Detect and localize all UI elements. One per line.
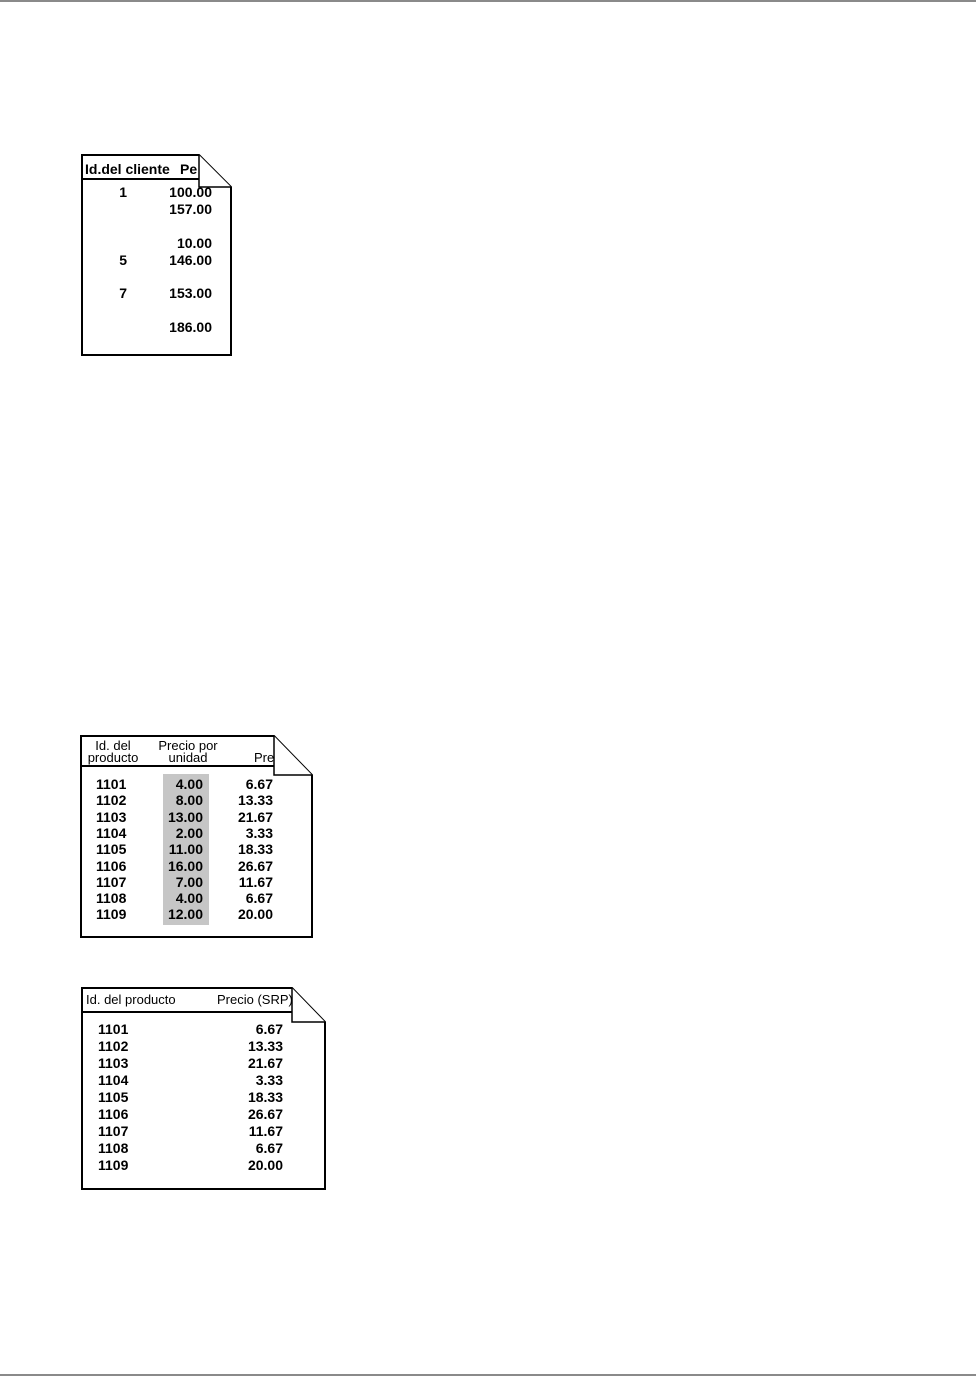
price-cell: 20.00 xyxy=(237,906,273,923)
srp-price-cell: 3.33 xyxy=(255,1072,283,1088)
header-price-truncated: Pre xyxy=(254,750,275,765)
product-id-cell: 1106 xyxy=(96,857,127,874)
srp-price-cell: 6.67 xyxy=(255,1021,283,1037)
unit-price-cell: 4.00 xyxy=(175,890,203,907)
header-srp-price: Precio (SRP) xyxy=(217,992,293,1007)
price-cell: 13.33 xyxy=(237,792,273,809)
product-id-cell: 1107 xyxy=(96,873,127,890)
product-id-cell: 1105 xyxy=(98,1089,129,1105)
unit-price-cell: 16.00 xyxy=(167,857,203,874)
srp-price-cell: 11.67 xyxy=(248,1123,283,1139)
product-id-cell: 1103 xyxy=(98,1055,129,1071)
bottom-rule xyxy=(0,1374,976,1376)
srp-price-cell: 21.67 xyxy=(247,1055,283,1071)
unit-price-cell: 13.00 xyxy=(167,808,203,825)
value-cell: 153.00 xyxy=(169,285,212,301)
srp-price-cell: 18.33 xyxy=(247,1089,283,1105)
price-cell: 21.67 xyxy=(237,808,273,825)
unit-price-cell: 11.00 xyxy=(168,841,203,858)
header-product-id: Id. del producto xyxy=(86,992,176,1007)
header-customer-id: Id.del cliente xyxy=(85,161,170,177)
product-id-cell: 1108 xyxy=(98,1140,129,1156)
customer-id-cell: 7 xyxy=(119,285,127,301)
product-id-cell: 1106 xyxy=(98,1106,129,1122)
value-cell: 157.00 xyxy=(169,201,212,217)
product-id-cell: 1109 xyxy=(98,1157,129,1173)
value-cell: 100.00 xyxy=(169,184,212,200)
product-id-cell: 1103 xyxy=(96,808,127,825)
product-id-cell: 1101 xyxy=(96,776,127,792)
product-id-cell: 1109 xyxy=(96,906,127,923)
product-id-cell: 1102 xyxy=(98,1038,129,1054)
unit-price-cell: 7.00 xyxy=(175,873,203,890)
product-id-cell: 1102 xyxy=(96,792,127,809)
customer-table-document xyxy=(81,154,233,356)
value-cell: 186.00 xyxy=(169,319,212,335)
srp-price-cell: 20.00 xyxy=(247,1157,283,1173)
price-cell: 3.33 xyxy=(245,824,273,841)
product-id-cell: 1104 xyxy=(98,1072,129,1088)
price-cell: 6.67 xyxy=(245,776,273,792)
product-id-cell: 1107 xyxy=(98,1123,129,1139)
customer-id-cell: 5 xyxy=(119,252,127,268)
price-cell: 26.67 xyxy=(237,857,273,874)
unit-price-cell: 2.00 xyxy=(175,824,203,841)
srp-price-cell: 6.67 xyxy=(255,1140,283,1156)
price-cell: 11.67 xyxy=(238,873,273,890)
unit-price-cell: 4.00 xyxy=(175,776,203,792)
product-id-cell: 1105 xyxy=(96,841,127,858)
price-cell: 6.67 xyxy=(245,890,273,907)
header-unit-price: Precio por unidad xyxy=(158,738,218,765)
top-rule xyxy=(0,0,976,2)
header-product-id: Id. del producto xyxy=(87,738,139,765)
srp-price-cell: 26.67 xyxy=(247,1106,283,1122)
product-id-cell: 1101 xyxy=(98,1021,129,1037)
price-cell: 18.33 xyxy=(237,841,273,858)
value-cell: 146.00 xyxy=(169,252,212,268)
header-truncated: Pe xyxy=(180,161,198,177)
unit-price-cell: 8.00 xyxy=(175,792,203,809)
srp-price-cell: 13.33 xyxy=(247,1038,283,1054)
value-cell: 10.00 xyxy=(176,235,212,251)
srp-table-document xyxy=(81,987,327,1190)
product-id-cell: 1104 xyxy=(96,824,127,841)
unit-price-cell: 12.00 xyxy=(167,906,203,923)
unit-price-table-document xyxy=(80,735,314,938)
product-id-cell: 1108 xyxy=(96,890,127,907)
customer-id-cell: 1 xyxy=(119,184,127,200)
